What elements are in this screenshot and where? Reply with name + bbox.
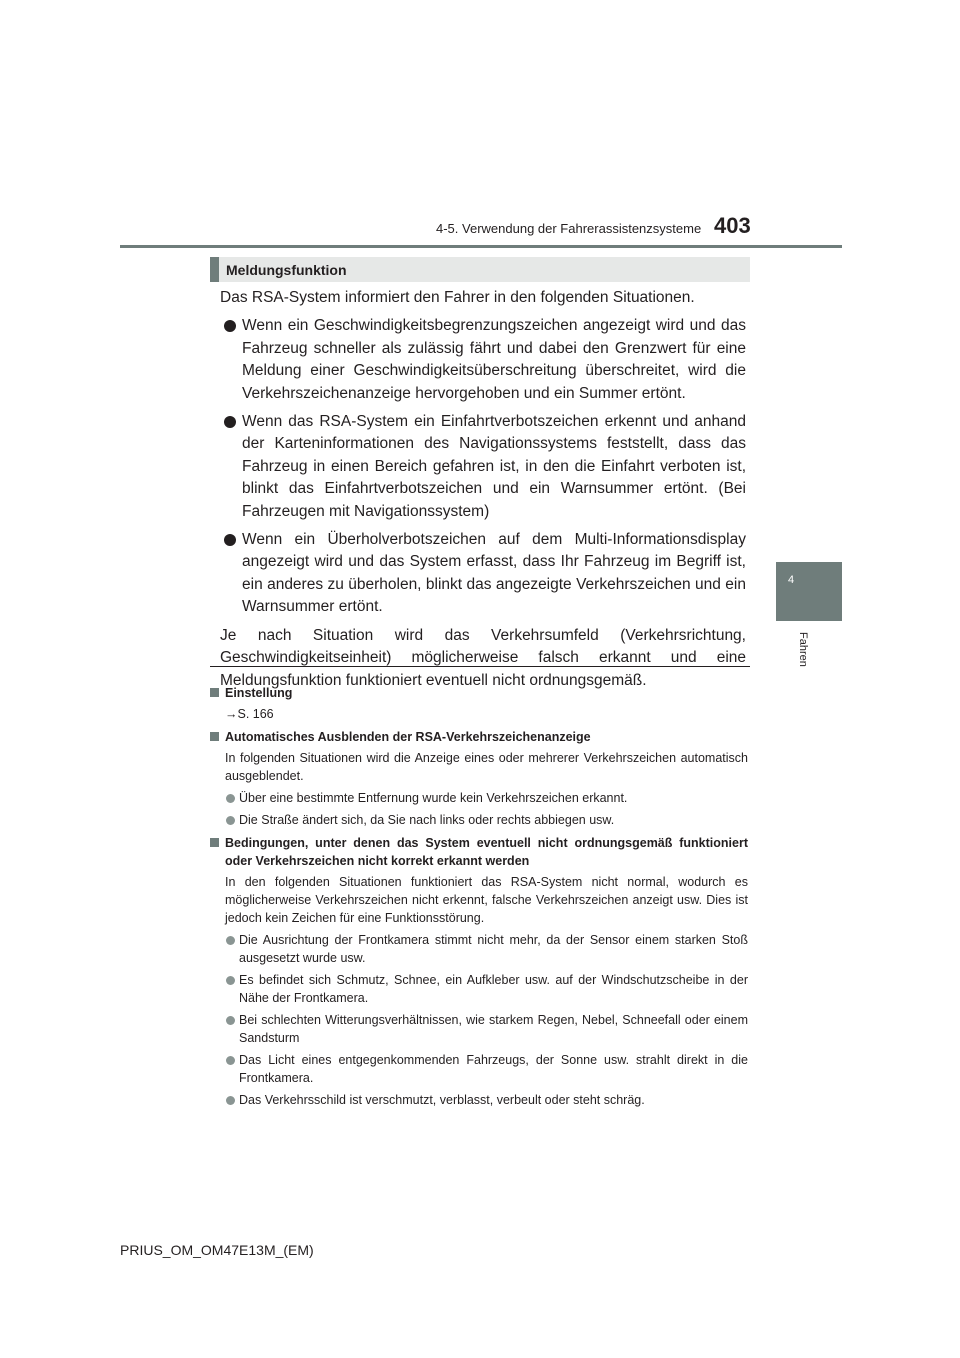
list-item-text: Bei schlechten Witterungsverhältnissen, wie starkem Regen, Nebel, Schneefall oder einem Sandsturm bbox=[239, 1013, 748, 1045]
list-item bbox=[210, 1091, 748, 1109]
square-bullet-icon bbox=[210, 688, 219, 697]
list-item bbox=[210, 931, 748, 967]
page-number: 403 bbox=[714, 213, 751, 238]
header-divider bbox=[120, 245, 842, 248]
list-item bbox=[220, 529, 746, 619]
list-item bbox=[210, 971, 748, 1007]
square-bullet-icon bbox=[210, 838, 219, 847]
list-item bbox=[210, 1011, 748, 1047]
square-bullet-icon bbox=[210, 732, 219, 741]
bullet-icon bbox=[224, 416, 236, 428]
bullet-icon bbox=[226, 1016, 235, 1025]
notes-divider bbox=[210, 666, 750, 667]
note-paragraph: In den folgenden Situationen funktioniert das RSA-System nicht normal, wodurch es möglicherweise Verkehrszeichen nicht erkennt, falsche Verkehrszeichen anzeigt usw. Dies ist jedoch kein Zeichen für eine Funktionsstörung. bbox=[225, 875, 748, 925]
section-heading-marker bbox=[210, 257, 219, 282]
section-title: Meldungsfunktion bbox=[226, 262, 347, 278]
list-item bbox=[210, 789, 748, 807]
list-item-text: Das Verkehrsschild ist verschmutzt, verblasst, verbeult oder steht schräg. bbox=[239, 1093, 645, 1107]
note-heading-ausblenden bbox=[210, 728, 748, 746]
list-item-text: Die Ausrichtung der Frontkamera stimmt nicht mehr, da der Sensor einem starken Stoß ausgesetzt wurde usw. bbox=[239, 933, 748, 965]
list-item-text: Wenn das RSA-System ein Einfahrtverbotszeichen erkennt und anhand der Karteninformationen des Navigationssystems feststellt, dass das Fahrzeug in einen Bereich gefahren ist, in den die Einfahrt verboten ist, blinkt das Einfahrtverbotszeichen und ein Warnsummer ertönt. (Bei Fahrzeugen mit Navigationssystem) bbox=[242, 413, 746, 520]
bullet-icon bbox=[226, 1096, 235, 1105]
main-body bbox=[220, 287, 746, 692]
chapter-number: 4 bbox=[788, 574, 795, 586]
note-heading-text: Einstellung bbox=[225, 686, 293, 700]
list-item-text: Wenn ein Überholverbotszeichen auf dem Multi-Informationsdisplay angezeigt wird und das System erfasst, dass Ihr Fahrzeug im Begriff ist, ein anderes zu überholen, blinkt das angezeigte Verkehrszeichen und ein Warnsummer ertönt. bbox=[242, 531, 746, 616]
bullet-icon bbox=[224, 534, 236, 546]
bullet-icon bbox=[224, 320, 236, 332]
closing-paragraph: Je nach Situation wird das Verkehrsumfeld (Verkehrsrichtung, Geschwindigkeitseinheit) möglicherweise falsch erkannt und eine Meldungsfunktion funktioniert eventuell nicht ordnungsgemäß. bbox=[220, 626, 746, 689]
chapter-label: Fahren bbox=[797, 632, 809, 667]
note-heading-text: Automatisches Ausblenden der RSA-Verkehrszeichenanzeige bbox=[225, 730, 591, 744]
note-heading-text: Bedingungen, unter denen das System eventuell nicht ordnungsgemäß funktioniert oder Verkehrszeichen nicht korrekt erkannt werden bbox=[225, 836, 748, 868]
bullet-icon bbox=[226, 1056, 235, 1065]
list-item bbox=[220, 411, 746, 523]
chapter-tab bbox=[776, 562, 842, 621]
bullet-icon bbox=[226, 816, 235, 825]
list-item bbox=[220, 315, 746, 405]
note-paragraph: In folgenden Situationen wird die Anzeige eines oder mehrerer Verkehrszeichen automatisch ausgeblendet. bbox=[225, 751, 748, 783]
list-item-text: Das Licht eines entgegenkommenden Fahrzeugs, der Sonne usw. strahlt direkt in die Frontkamera. bbox=[239, 1053, 748, 1085]
list-item-text: Es befindet sich Schmutz, Schnee, ein Aufkleber usw. auf der Windschutzscheibe in der Nähe der Frontkamera. bbox=[239, 973, 748, 1005]
list-item-text: Wenn ein Geschwindigkeitsbegrenzungszeichen angezeigt wird und das Fahrzeug schneller als zulässig fährt und dabei den Grenzwert für eine Meldung einer Geschwindigkeitsüberschreitung überschreitet, wird die Verkehrszeichenanzeige hervorgehoben und ein Summer ertönt. bbox=[242, 317, 746, 402]
note-heading-bedingungen bbox=[210, 834, 748, 870]
bullet-icon bbox=[226, 976, 235, 985]
list-item-text: Die Straße ändert sich, da Sie nach links oder rechts abbiegen usw. bbox=[239, 813, 615, 827]
document-id: PRIUS_OM_OM47E13M_(EM) bbox=[120, 1242, 314, 1258]
bullet-icon bbox=[226, 794, 235, 803]
list-item bbox=[210, 811, 748, 829]
note-heading-einstellung bbox=[210, 684, 748, 702]
notes-section bbox=[210, 679, 748, 1113]
running-header: 4-5. Verwendung der Fahrerassistenzsysteme bbox=[436, 221, 702, 236]
bullet-icon bbox=[226, 936, 235, 945]
intro-paragraph: Das RSA-System informiert den Fahrer in den folgenden Situationen. bbox=[220, 289, 695, 306]
list-item bbox=[210, 1051, 748, 1087]
list-item-text: Über eine bestimmte Entfernung wurde kein Verkehrszeichen erkannt. bbox=[239, 791, 628, 805]
page-reference-link[interactable]: →S. 166 bbox=[225, 707, 274, 721]
